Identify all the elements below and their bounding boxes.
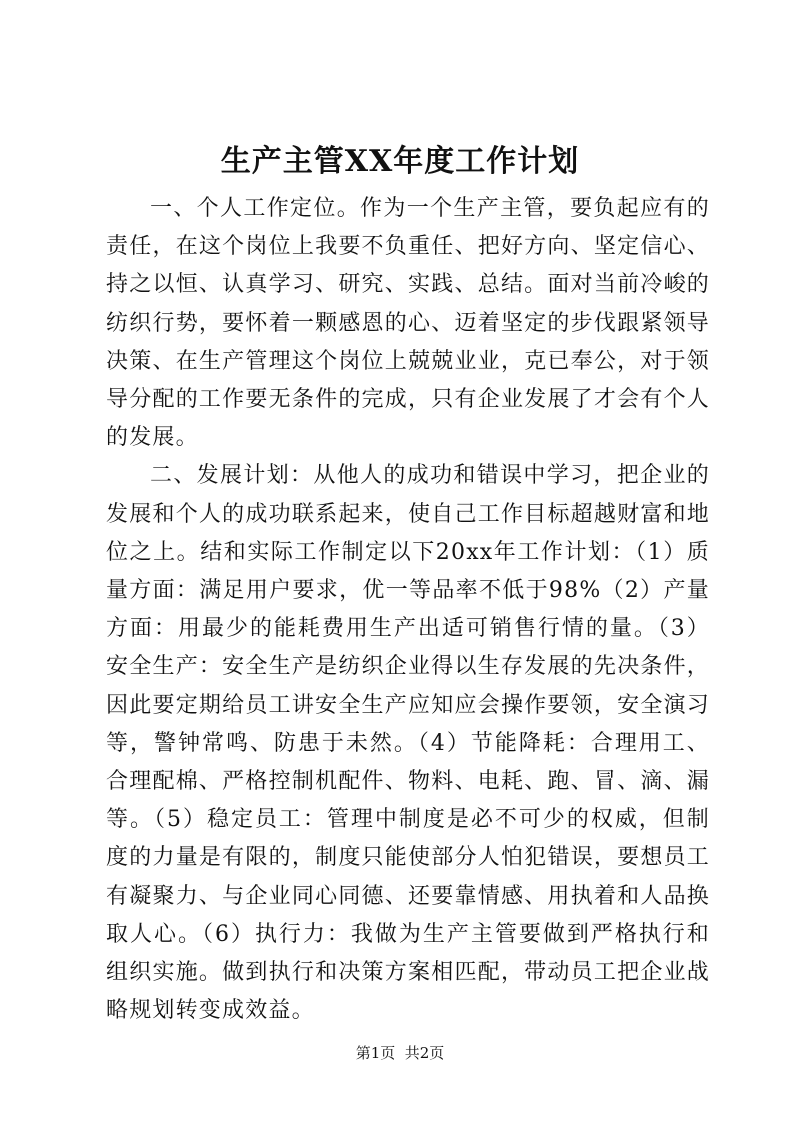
paragraph-development-plan: 二、发展计划：从他人的成功和错误中学习，把企业的发展和个人的成功联系起来，使自己工作目标超越财富和地位之上。结和实际工作制定以下20xx年工作计划：（1）质量方面：满足用户要求，优一等品率不低于98%（2）产量方面：用最少的能耗费用生产出适可销售行情的量。（3）安全生产：安全生产是纺织企业得以生存发展的先决条件，因此要定期给员工讲安全生产应知应会操作要领，安全演习等，警钟常鸣、防患于未然。（4）节能降耗：合理用工、合理配棉、严格控制机配件、物料、电耗、跑、冒、滴、漏等。（5）稳定员工：管理中制度是必不可少的权威，但制度的力量是有限的，制度只能使部分人怕犯错误，要想员工有凝聚力、与企业同心同德、还要靠情感、用执着和人品换取人心。（6）执行力：我做为生产主管要做到严格执行和组织实施。做到执行和决策方案相匹配，带动员工把企业战略规划转变成效益。 (106, 463, 710, 1024)
page-footer (0, 1043, 800, 1063)
document-body (106, 190, 710, 1030)
document-title: 生产主管XX年度工作计划 (220, 144, 580, 179)
page-number-label: 第1页 共2页 (355, 1044, 445, 1062)
paragraph-personal-positioning: 一、个人工作定位。作为一个生产主管，要负起应有的责任，在这个岗位上我要不负重任、把好方向、坚定信心、持之以恒、认真学习、研究、实践、总结。面对当前冷峻的纺织行势，要怀着一颗感恩的心、迈着坚定的步伐跟紧领导决策、在生产管理这个岗位上兢兢业业，克已奉公，对于领导分配的工作要无条件的完成，只有企业发展了才会有个人的发展。 (106, 196, 710, 451)
